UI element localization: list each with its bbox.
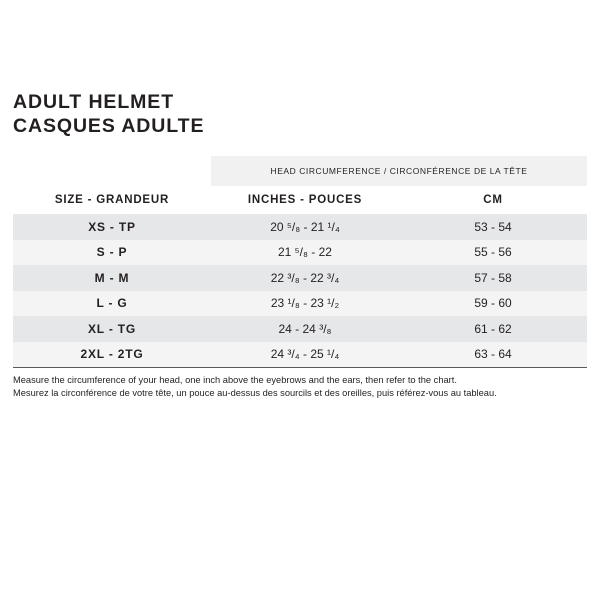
table-body: [13, 214, 587, 368]
group-header-spacer: [13, 156, 211, 186]
note-english: Measure the circumference of your head, one inch above the eyebrows and the ears, then refer to the chart.: [13, 375, 457, 385]
notes-block: [13, 374, 587, 400]
cell-size: XS - TP: [13, 214, 211, 240]
table-row: [13, 214, 587, 240]
column-header-inches: INCHES - POUCES: [211, 186, 399, 214]
cell-cm: 55 - 56: [399, 240, 587, 266]
cell-size: XL - TG: [13, 316, 211, 342]
table-row: [13, 316, 587, 342]
cell-inches: 24 - 24 ³/₈: [211, 316, 399, 342]
cell-inches: 21 ⁵/₈ - 22: [211, 240, 399, 266]
cell-cm: 59 - 60: [399, 291, 587, 317]
titles-block: [13, 0, 587, 138]
cell-inches: 23 ¹/₈ - 23 ¹/₂: [211, 291, 399, 317]
table-row: [13, 265, 587, 291]
table-column-header-row: [13, 186, 587, 214]
cell-inches: 22 ³/₈ - 22 ³/₄: [211, 265, 399, 291]
cell-size: S - P: [13, 240, 211, 266]
cell-cm: 57 - 58: [399, 265, 587, 291]
cell-cm: 53 - 54: [399, 214, 587, 240]
cell-size: L - G: [13, 291, 211, 317]
table-row: [13, 342, 587, 368]
page-title-french: CASQUES ADULTE: [13, 115, 205, 137]
cell-cm: 61 - 62: [399, 316, 587, 342]
table-row: [13, 240, 587, 266]
table-group-header-row: [13, 156, 587, 186]
cell-inches: 24 ³/₄ - 25 ¹/₄: [211, 342, 399, 368]
table-row: [13, 291, 587, 317]
cell-inches: 20 ⁵/₈ - 21 ¹/₄: [211, 214, 399, 240]
column-header-cm: CM: [399, 186, 587, 214]
size-chart-table: [13, 156, 587, 368]
cell-size: M - M: [13, 265, 211, 291]
cell-size: 2XL - 2TG: [13, 342, 211, 368]
cell-cm: 63 - 64: [399, 342, 587, 368]
column-header-size: SIZE - GRANDEUR: [13, 186, 211, 214]
head-circumference-header: HEAD CIRCUMFERENCE / CIRCONFÉRENCE DE LA TÊTE: [211, 156, 587, 186]
page-title-english: ADULT HELMET: [13, 91, 175, 113]
note-french: Mesurez la circonférence de votre tête, un pouce au-dessus des sourcils et des oreilles, puis référez-vous au tableau.: [13, 388, 497, 398]
table-head: [13, 156, 587, 214]
